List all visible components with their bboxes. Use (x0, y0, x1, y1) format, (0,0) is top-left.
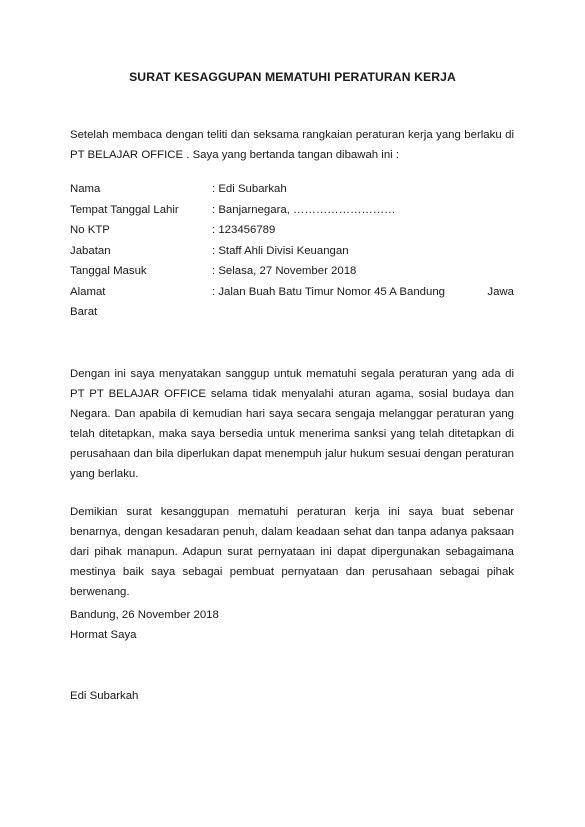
statement-paragraph: Dengan ini saya menyatakan sanggup untuk mematuhi segala peraturan yang ada di PT PT BELAJAR OFFICE selama tidak menyalahi aturan agama, sosial budaya dan Negara. Dan apabila di kemudian hari saya secara sengaja melanggar peraturan yang telah ditetapkan, maka saya bersedia untuk menerima sanksi yang telah ditetapkan di perusahaan dan bila diperlukan dapat menempuh jalur hukum sesuai dengan peraturan yang berlaku. (70, 368, 514, 480)
field-value: : Staff Ahli Divisi Keuangan (212, 244, 349, 257)
field-value: : Edi Subarkah (212, 183, 287, 195)
field-label: Jabatan (70, 244, 111, 257)
place-date: Bandung, 26 November 2018 (70, 609, 219, 621)
field-value: : Selasa, 27 November 2018 (212, 265, 357, 277)
field-label: Alamat (70, 285, 106, 298)
field-label: Nama (70, 183, 101, 195)
field-value (212, 282, 514, 303)
identity-fields (70, 179, 514, 323)
address-line1-end: Jawa (487, 285, 514, 298)
greeting: Hormat Saya (70, 629, 137, 641)
field-row-nama (70, 179, 514, 200)
signer-name: Edi Subarkah (70, 690, 139, 702)
field-row-alamat (70, 282, 514, 303)
field-row-tanggal-masuk (70, 261, 514, 282)
field-label: Tempat Tanggal Lahir (70, 203, 179, 216)
field-row-tempat-tanggal-lahir (70, 200, 514, 221)
field-row-jabatan (70, 241, 514, 262)
closing-paragraph: Demikian surat kesanggupan mematuhi peraturan kerja ini saya buat sebenar benarnya, dengan kesadaran penuh, dalam keadaan sehat dan tanpa adanya paksaan dari pihak manapun. Adapun surat pernyataan ini dapat dipergunakan sebagaimana mestinya baik saya sebagai pembuat pernyataan dan perusahaan sebagai pihak berwenang. (70, 506, 514, 598)
field-row-no-ktp (70, 220, 514, 241)
field-value: : 123456789 (212, 224, 276, 236)
address-continuation: Barat (70, 306, 98, 318)
letter-title: SURAT KESAGGUPAN MEMATUHI PERATURAN KERJA (129, 70, 456, 84)
field-value: : Banjarnegara, ……………………… (212, 203, 396, 216)
field-label: Tanggal Masuk (70, 265, 147, 277)
intro-paragraph: Setelah membaca dengan teliti dan seksama rangkaian peraturan kerja yang berlaku di PT BELAJAR OFFICE . Saya yang bertanda tangan dibawah ini : (70, 129, 514, 161)
field-label: No KTP (70, 224, 110, 236)
address-line1: : Jalan Buah Batu Timur Nomor 45 A Bandung (212, 285, 446, 298)
